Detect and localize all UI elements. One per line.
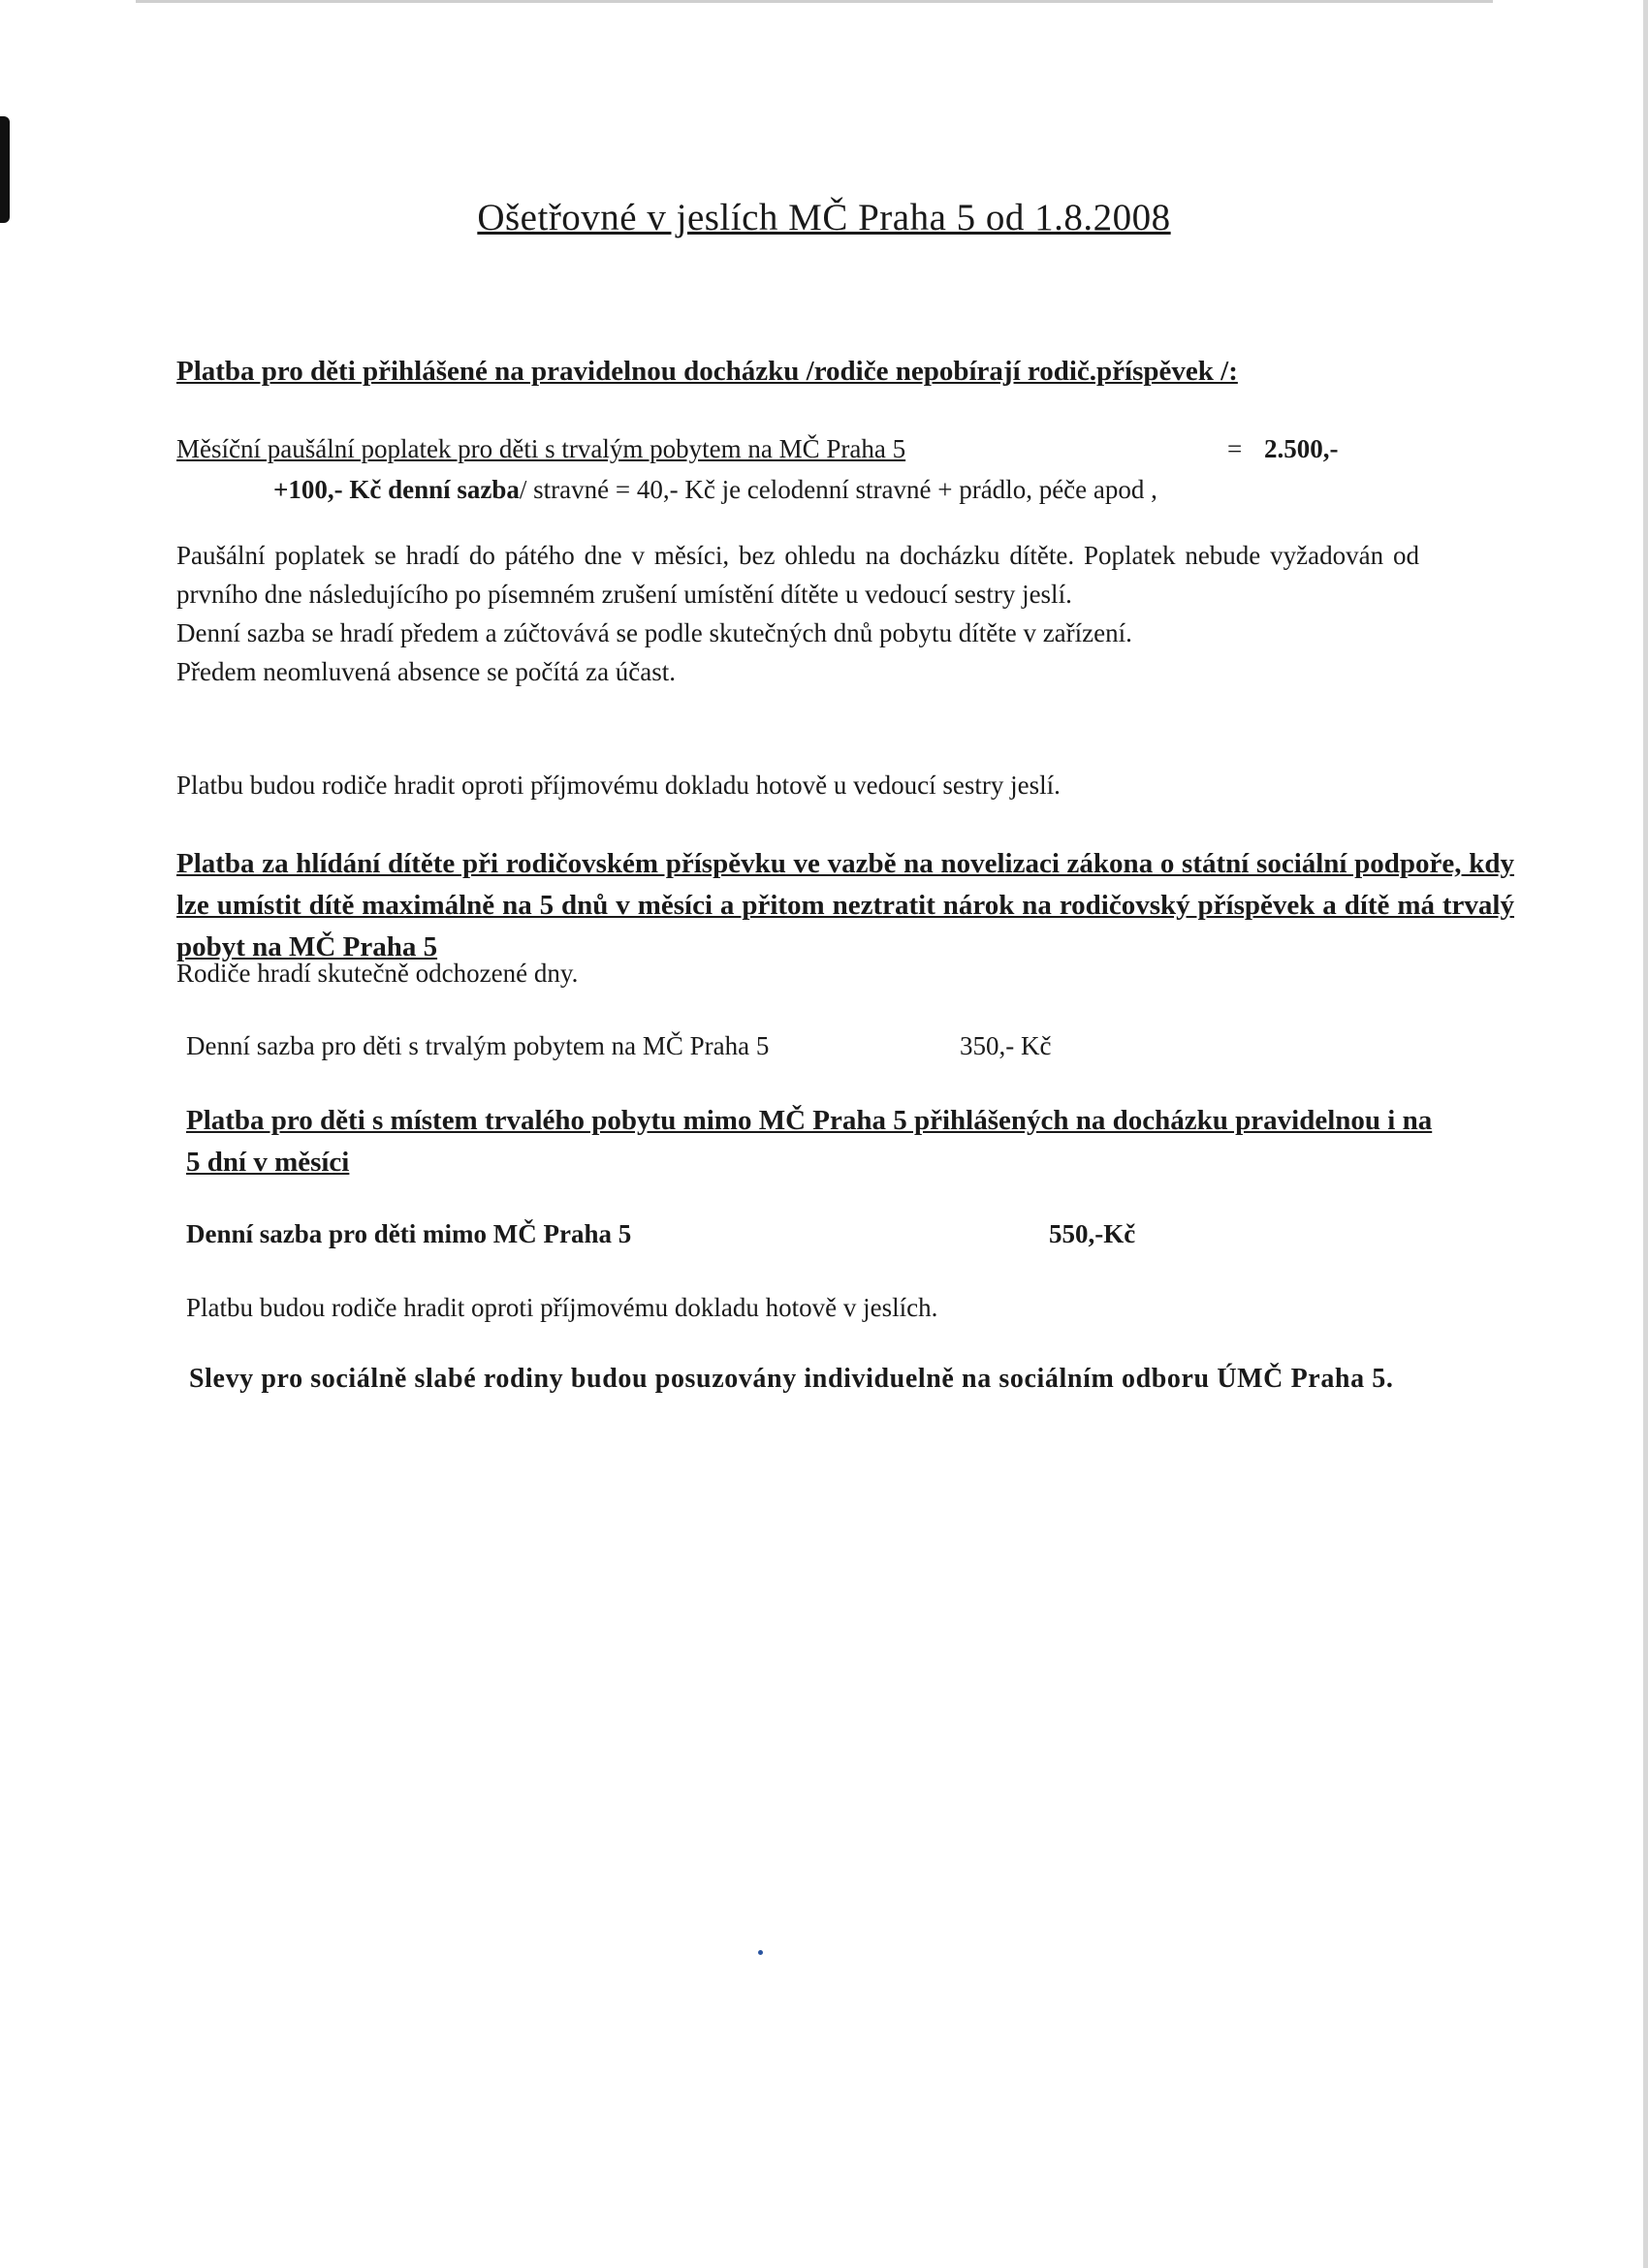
discounts-paragraph: Slevy pro sociálně slabé rodiny budou posuzovány individuelně na sociálním odboru ÚMČ Praha 5.	[189, 1364, 1394, 1394]
scan-top-edge	[136, 0, 1493, 3]
paragraph-absence: Předem neomluvená absence se počítá za účast.	[176, 657, 677, 686]
section2-heading: Platba za hlídání dítěte při rodičovském příspěvku ve vazbě na novelizaci zákona o státní sociální podpoře, kdy lze umístit dítě maximálně na 5 dnů v měsíci a přitom neztratit nárok na rodičovský příspěvek a dítě má trvalý pobyt na MČ Praha 5	[176, 848, 1514, 962]
section2-note-block	[176, 954, 1514, 992]
section3-payment-block	[186, 1288, 1524, 1327]
section3-rate-row	[186, 1214, 1524, 1253]
daily-rate-rest: / stravné = 40,- Kč je celodenní stravné + prádlo, péče apod ,	[519, 475, 1157, 504]
section1-payment: Platbu budou rodiče hradit oproti příjmovému dokladu hotově u vedoucí sestry jeslí.	[176, 771, 1061, 800]
section1-paragraphs	[176, 536, 1419, 691]
scan-speck	[758, 1950, 763, 1955]
section2-rate-label: Denní sazba pro děti s trvalým pobytem na MČ Praha 5	[186, 1031, 770, 1060]
section3-payment: Platbu budou rodiče hradit oproti příjmovému dokladu hotově v jeslích.	[186, 1293, 938, 1322]
paragraph-daily-rate: Denní sazba se hradí předem a zúčtovává se podle skutečných dnů pobytu dítěte v zařízení.	[176, 618, 1132, 647]
daily-rate-line	[273, 470, 1157, 509]
scan-right-edge	[1643, 0, 1648, 2268]
daily-rate-bold: +100,- Kč denní sazba	[273, 475, 520, 504]
section1-heading: Platba pro děti přihlášené na pravidelnou docházku /rodiče nepobírají rodič.příspěvek /:	[176, 356, 1238, 387]
section2-note: Rodiče hradí skutečně odchozené dny.	[176, 959, 579, 988]
section2-heading-block	[176, 843, 1514, 968]
document-title: Ošetřovné v jeslích MČ Praha 5 od 1.8.2008	[477, 197, 1171, 238]
monthly-fee-row	[176, 429, 1514, 509]
section3-rate-value: 550,-Kč	[1049, 1219, 1136, 1248]
section3-heading: Platba pro děti s místem trvalého pobytu mimo MČ Praha 5 přihlášených na docházku pravidelnou i na 5 dní v měsíci	[186, 1105, 1433, 1178]
monthly-fee-value: 2.500,-	[1264, 434, 1339, 463]
discounts-block	[189, 1359, 1515, 1400]
section1-payment-block	[176, 766, 1514, 804]
section1-heading-block	[176, 351, 1514, 393]
monthly-fee-label: Měsíční paušální poplatek pro děti s trvalým pobytem na MČ Praha 5	[176, 434, 906, 463]
section2-rate-row	[176, 1026, 1514, 1065]
section2-rate-value: 350,- Kč	[960, 1031, 1052, 1060]
section3-rate-label: Denní sazba pro děti mimo MČ Praha 5	[186, 1219, 632, 1248]
monthly-fee-equals: =	[1227, 434, 1243, 463]
paragraph-flat-fee: Paušální poplatek se hradí do pátého dne v měsíci, bez ohledu na docházku dítěte. Poplatek nebude vyžadován od prvního dne následujícího po písemném zrušení umístění dítěte u vedoucí sestry jeslí.	[176, 541, 1419, 609]
section3-heading-block	[186, 1100, 1446, 1183]
